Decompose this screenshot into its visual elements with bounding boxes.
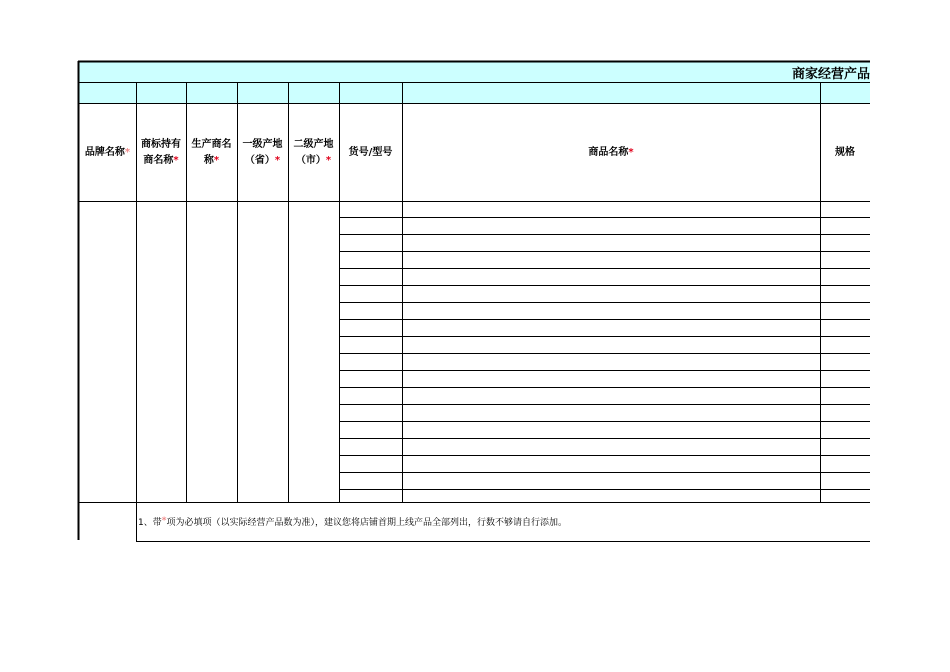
header-item-number: 货号/型号	[348, 146, 393, 158]
header-manufacturer: 生产商名 称*	[191, 138, 232, 166]
header-origin-province: 一级产地 （省）*	[242, 138, 283, 166]
header-product-name: 商品名称*	[588, 146, 634, 158]
header-brand-name: 品牌名称*	[84, 146, 131, 158]
header-origin-city: 二级产地 （市）*	[293, 138, 334, 166]
header-specification: 规格	[835, 146, 855, 158]
sheet-title: 商家经营产品	[791, 66, 870, 82]
header-trademark-holder: 商标持有 商名称*	[141, 138, 181, 166]
footer-note: 1、带 * 项为必填项（以实际经营产品数为准），建议您将店铺首期上线产品全部列出，行数不够请自行添加。	[138, 516, 567, 528]
